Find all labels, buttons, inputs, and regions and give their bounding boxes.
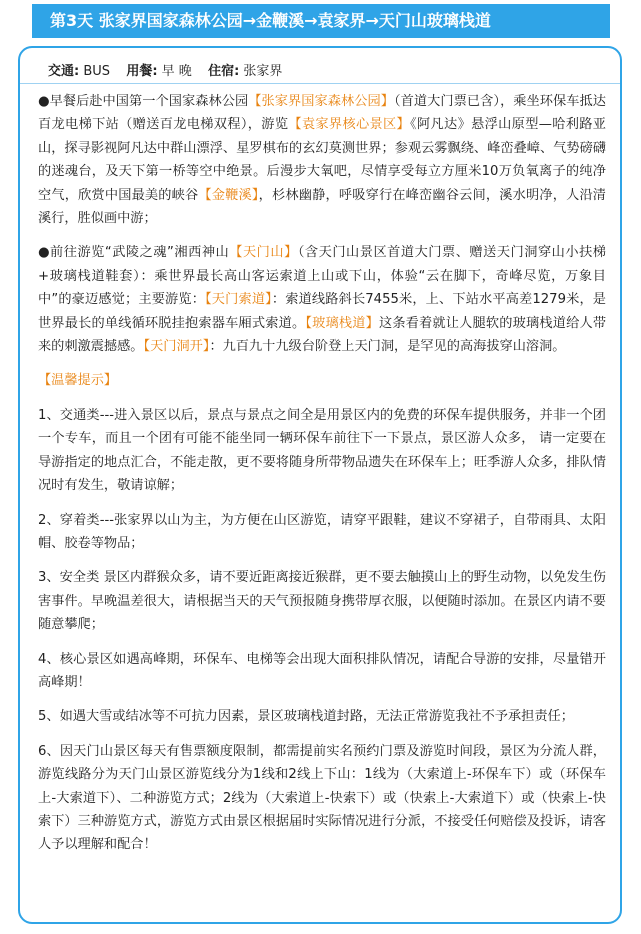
text-segment: （首道大门票已含），乘坐环保车抵达百龙电梯下站（赠送百龙电梯双程），游览 [38,94,606,133]
highlight-jinbianxi: 【金鞭溪】 [198,187,259,203]
itinerary-content [38,90,606,868]
highlight-yuanjiajie: 【袁家界核心景区】 [288,117,411,133]
itinerary-card [18,46,622,924]
stay-value: 张家界 [243,64,283,79]
tip-item: 1、交通类---进入景区以后，景点与景点之间全是用景区内的免费的环保车提供服务，并非一个团一个专车，而且一个团有可能不能坐同一辆环保车前往下一下景点，景区游人众多， 请一定要在导游指定的地点汇合，不能走散，更不要将随身所带物品遗失在环保车上；旺季游人众多，排队情况时有发生，敬请谅解； [38,407,606,494]
highlight-tianmenshan: 【天门山】 [229,245,298,261]
day-title: 第3天 张家界国家森林公园→金鞭溪→袁家界→天门山玻璃栈道 [50,11,491,30]
trip-meta [48,60,282,79]
highlight-tianmen-cave: 【天门洞开】 [143,339,210,355]
transport-label: 交通: [48,64,80,79]
stay-label: 住宿: [208,64,240,79]
tip-item: 6、因天门山景区每天有售票额度限制，都需提前实名预约门票及游览时间段，景区为分流人群，游览线路分为天门山景区游览线分为1线和2线上下山：1线为（大索道上-环保车下）或（环保车上-大索道下）、二种游览方式；2线为（大索道上-快索下）或（快索上-大索道下）或（快索上-快索下）三种游览方式，游览方式由景区根据届时实际情况进行分派，不接受任何赔偿及投诉，请客人予以理解和配合！ [38,743,606,853]
meta-divider [20,83,620,84]
tip-item: 5、如遇大雪或结冰等不可抗力因素，景区玻璃栈道封路，无法正常游览我社不予承担责任； [38,709,574,725]
text-segment: 《阿凡达》悬浮山原型—哈利路亚山，探寻影视阿凡达中群山漂浮、星罗棋布的玄幻莫测世界；参观云雾飘绕、峰峦叠嶂、气势磅礴的迷魂台，及天下第一桥等空中绝景。后漫步大氧吧，尽情享受每立方厘米10万负氧离子的纯净空气，欣赏中国最美的峡谷 [38,117,606,203]
paragraph-forest-park [38,90,606,230]
text-segment: ：索道线路斜长7455米，上、下站水平高差1279米，是世界最长的单线循环脱挂抱索器车厢式索道。 [38,292,606,331]
tip-item: 4、核心景区如遇高峰期，环保车、电梯等会出现大面积排队情况，请配合导游的安排，尽量错开高峰期！ [38,651,606,690]
meal-value: 早 晚 [161,64,192,79]
transport-value: BUS [83,64,111,79]
text-segment: ●前往游览“武陵之魂”湘西神山 [38,245,230,261]
text-segment: ●早餐后赴中国第一个国家森林公园 [38,94,249,109]
text-segment: ，杉林幽静，呼吸穿行在峰峦幽谷云间，溪水明净，人沿清溪行，胜似画中游； [38,187,606,227]
tip-item: 2、穿着类---张家界以山为主，为方便在山区游览，请穿平跟鞋，建议不穿裙子，自带雨具、太阳帽、胶卷等物品； [38,512,606,551]
highlight-cableway: 【天门索道】 [205,292,272,308]
highlight-glass-walkway: 【玻璃栈道】 [305,315,379,331]
text-segment: ：九百九十九级台阶登上天门洞，是罕见的高海拔穿山溶洞。 [209,339,566,355]
text-segment: 这条看着就让人腿软的玻璃栈道给人带来的刺激震撼感。 [38,315,607,355]
highlight-forest-park: 【张家界国家森林公园】 [248,94,395,109]
paragraph-tianmen [38,241,606,358]
tip-item: 3、安全类 景区内群猴众多，请不要近距离接近猴群，更不要去触摸山上的野生动物，以免发生伤害事件。早晚温差很大，请根据当天的天气预报随身携带厚衣服，以便随时添加。在景区内请不要随意攀爬； [38,570,606,633]
tips-title: 【温馨提示】 [38,373,118,389]
meal-label: 用餐: [126,64,158,79]
text-segment: （含天门山景区首道大门票、赠送天门洞穿山小扶梯+玻璃栈道鞋套）：乘世界最长高山客运索道上山或下山，体验“云在脚下，奇峰尽览，万象目中”的豪迈感觉；主要游览： [38,245,606,308]
day-title-banner [32,4,610,38]
